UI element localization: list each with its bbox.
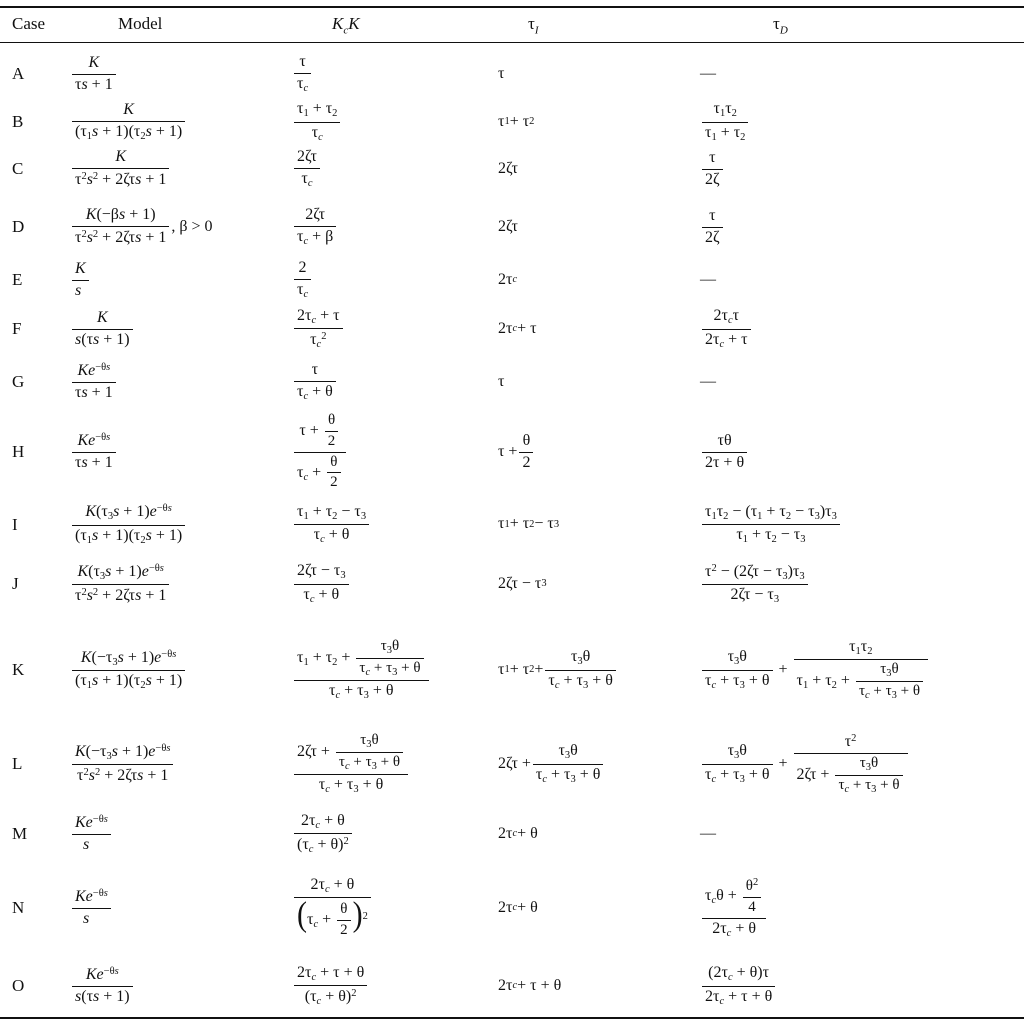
table-row: [0, 620, 1024, 720]
row-gain: $\frac{2\tau_c + \tau + \theta}{(\tau_c + \theta)^2}$: [292, 958, 487, 1014]
table-row: [0, 497, 1024, 552]
row-case: A: [12, 64, 25, 83]
top-rule: [0, 6, 1024, 8]
row-gain: $2\tau_c + \theta$ ($\tau_c$ + $\frac{\theta}{2}$ )$^2$: [292, 858, 487, 958]
row-gain: 2ζτ + $\frac{\tau_3\theta}{\tau_c + \tau_3 + \theta}$ $\tau_c + \tau_3 + \theta$: [292, 712, 487, 816]
row-tau-i: [498, 52, 693, 96]
row-case: F: [12, 319, 22, 338]
row-case: H: [12, 442, 25, 461]
row-tau-d: [700, 52, 1022, 96]
row-gain: $\frac{\tau}{\tau_c + \theta}$: [292, 358, 487, 406]
row-case: D: [12, 217, 25, 236]
row-model: $\frac{K(-\tau_3s + 1)e^{-\theta s}}{(\tau_1s + 1)(\tau_2s + 1)}$: [70, 620, 280, 720]
table-row: [0, 257, 1024, 303]
row-tau-i: 2τ c: [498, 270, 518, 288]
row-tau-d: $\frac{\tau}{2\zeta}$: [700, 146, 1022, 192]
row-gain: τ + $\frac{\theta}{2}$ $\tau_c$ + $\frac{\theta}{2}$: [292, 408, 487, 496]
row-gain: $\frac{\tau_1 + \tau_2}{\tau_c}$: [292, 100, 487, 144]
row-gain: $\tau_1 + \tau_2$ + $\frac{\tau_3\theta}{\tau_c + \tau_3 + \theta}$ $\tau_c + \tau_3 + \theta$: [292, 620, 487, 720]
row-case: J: [12, 574, 19, 593]
row-tau-i-text: 2ζτ: [498, 159, 518, 177]
table-row: [0, 958, 1024, 1014]
row-case: N: [12, 898, 25, 917]
row-model: $\frac{Ke^{-\theta s}}{\tau s + 1}$: [70, 358, 280, 406]
bottom-rule: [0, 1017, 1024, 1019]
row-tau-d: $\frac{\tau_1\tau_2}{\tau_1 + \tau_2}$: [700, 100, 1022, 144]
row-case: E: [12, 270, 23, 289]
row-tau-i: 2τ c + θ: [498, 898, 538, 916]
row-tau-i: [498, 146, 693, 192]
row-model: $\frac{K}{s}$: [70, 257, 280, 303]
row-tau-i: 2τ c + θ: [498, 824, 538, 842]
row-case: M: [12, 824, 28, 843]
row-model: $\frac{Ke^{-\theta s}}{s(\tau s + 1)}$: [70, 958, 280, 1014]
row-tau-d: $\frac{\tau_1\tau_2 - (\tau_1 + \tau_2 - \tau_3)\tau_3}{\tau_1 + \tau_2 - \tau_3}$: [700, 497, 1022, 552]
header-tau-i: $\tau_I$: [528, 14, 539, 37]
row-model: $\frac{Ke^{-\theta s}}{s}$: [70, 806, 280, 862]
row-gain: $\frac{2\tau_c + \tau}{\tau_c^2}$: [292, 304, 487, 354]
row-tau-d: $\frac{\tau\theta}{2\tau + \theta}$: [700, 408, 1022, 496]
row-tau-d: [700, 806, 1022, 862]
row-gain: $\frac{\tau}{\tau_c}$: [292, 52, 487, 96]
row-tau-i: τ 1 + τ 2 − τ 3: [498, 515, 560, 533]
table-row: [0, 358, 1024, 406]
row-tau-d: $\frac{\tau_3\theta}{\tau_c + \tau_3 + \theta}$ + $\tau_1\tau_2$ $\tau_1 + \tau_2$ + $\frac{\tau_3\theta}{\tau_c + \tau_3 + \theta}$: [700, 620, 1022, 720]
row-tau-i: τ 1 + τ 2 + $\frac{\tau_3\theta}{\tau_c + \tau_3 + \theta}$: [498, 620, 693, 720]
row-model: $\frac{K(-\tau_3s + 1)e^{-\theta s}}{\tau^2s^2 + 2\zeta\tau s + 1}$: [70, 712, 280, 816]
row-case: G: [12, 372, 25, 391]
row-tau-d: [700, 257, 1022, 303]
row-case: C: [12, 159, 24, 178]
row-gain: $\frac{2\tau_c + \theta}{(\tau_c + \theta)^2}$: [292, 806, 487, 862]
table-row: [0, 304, 1024, 354]
row-gain: $\frac{2}{\tau_c}$: [292, 257, 487, 303]
row-model: $\frac{Ke^{-\theta s}}{s}$: [70, 858, 280, 958]
row-model: $\frac{K}{(\tau_1s + 1)(\tau_2s + 1)}$: [70, 100, 280, 144]
table-row: [0, 555, 1024, 613]
header-case: Case: [12, 14, 46, 33]
header-controller-gain: $K_cK$: [332, 14, 360, 37]
row-case: B: [12, 112, 24, 131]
row-case: O: [12, 976, 25, 995]
row-gain: $\frac{2\zeta\tau}{\tau_c}$: [292, 146, 487, 192]
row-tau-d: $\frac{2\tau_c\tau}{2\tau_c + \tau}$: [700, 304, 1022, 354]
row-model: $\frac{K}{s(\tau s + 1)}$: [70, 304, 280, 354]
row-tau-d: [700, 358, 1022, 406]
header-tau-d: $\tau_D$: [773, 14, 788, 37]
table-row: [0, 52, 1024, 96]
row-tau-d-text: —: [700, 824, 716, 842]
table-row: [0, 146, 1024, 192]
row-tau-d: $\frac{\tau^2 - (2\zeta\tau - \tau_3)\tau_3}{2\zeta\tau - \tau_3}$: [700, 555, 1022, 613]
row-tau-d-text: —: [700, 64, 716, 82]
row-model: $\frac{K(\tau_3s + 1)e^{-\theta s}}{(\tau_1s + 1)(\tau_2s + 1)}$: [70, 497, 280, 552]
row-tau-i: τ + $\frac{\theta}{2}$: [498, 408, 693, 496]
row-tau-i: τ 1 + τ 2: [498, 112, 535, 130]
table-row: [0, 806, 1024, 862]
table-row: [0, 100, 1024, 144]
row-tau-d: $\frac{\tau_3\theta}{\tau_c + \tau_3 + \theta}$ + $\tau^2$ 2ζτ + $\frac{\tau_3\theta}{\tau_c + \tau_3 + \theta}$: [700, 712, 1022, 816]
row-model: $\frac{K}{\tau^2s^2 + 2\zeta\tau s + 1}$: [70, 146, 280, 192]
table-row: [0, 200, 1024, 254]
row-gain: $\frac{2\zeta\tau}{\tau_c + \beta}$: [292, 200, 487, 254]
row-tau-i: 2τ c + τ + θ: [498, 976, 562, 994]
header-model: Model: [118, 14, 163, 33]
row-tau-d-text: —: [700, 270, 716, 288]
row-tau-i-text: τ: [498, 372, 505, 390]
row-tau-d: $\frac{(2\tau_c + \theta)\tau}{2\tau_c + \tau + \theta}$: [700, 958, 1022, 1014]
row-case: I: [12, 514, 18, 534]
row-model: $\frac{Ke^{-\theta s}}{\tau s + 1}$: [70, 408, 280, 496]
row-model: $\frac{K(\tau_3s + 1)e^{-\theta s}}{\tau^2s^2 + 2\zeta\tau s + 1}$: [70, 555, 280, 613]
row-model: $\frac{K(-\beta s + 1)}{\tau^2s^2 + 2\zeta\tau s + 1}$ , β > 0: [70, 200, 280, 254]
row-gain: $\frac{2\zeta\tau - \tau_3}{\tau_c + \theta}$: [292, 555, 487, 613]
row-tau-i: [498, 200, 693, 254]
row-tau-i: 2τ c + τ: [498, 319, 537, 337]
table-row: [0, 712, 1024, 816]
row-tau-i: 2ζτ + $\frac{\tau_3\theta}{\tau_c + \tau_3 + \theta}$: [498, 712, 693, 816]
row-case: K: [12, 660, 25, 679]
table-row: [0, 408, 1024, 496]
row-tau-i-text: 2ζτ: [498, 217, 518, 235]
header-rule: [0, 42, 1024, 43]
row-case: L: [12, 754, 23, 773]
row-tau-i-text: τ: [498, 64, 505, 82]
row-tau-i: 2ζτ − τ 3: [498, 574, 547, 592]
table-row: [0, 858, 1024, 958]
row-model: $\frac{K}{\tau s + 1}$: [70, 52, 280, 96]
row-tau-d: $\tau_c\theta$ + $\frac{\theta^2}{4}$ $2\tau_c + \theta$: [700, 858, 1022, 958]
row-tau-d-text: —: [700, 372, 716, 390]
row-tau-i: [498, 358, 693, 406]
row-gain: $\frac{\tau_1 + \tau_2 - \tau_3}{\tau_c + \theta}$: [292, 497, 487, 552]
row-tau-d: $\frac{\tau}{2\zeta}$: [700, 200, 1022, 254]
